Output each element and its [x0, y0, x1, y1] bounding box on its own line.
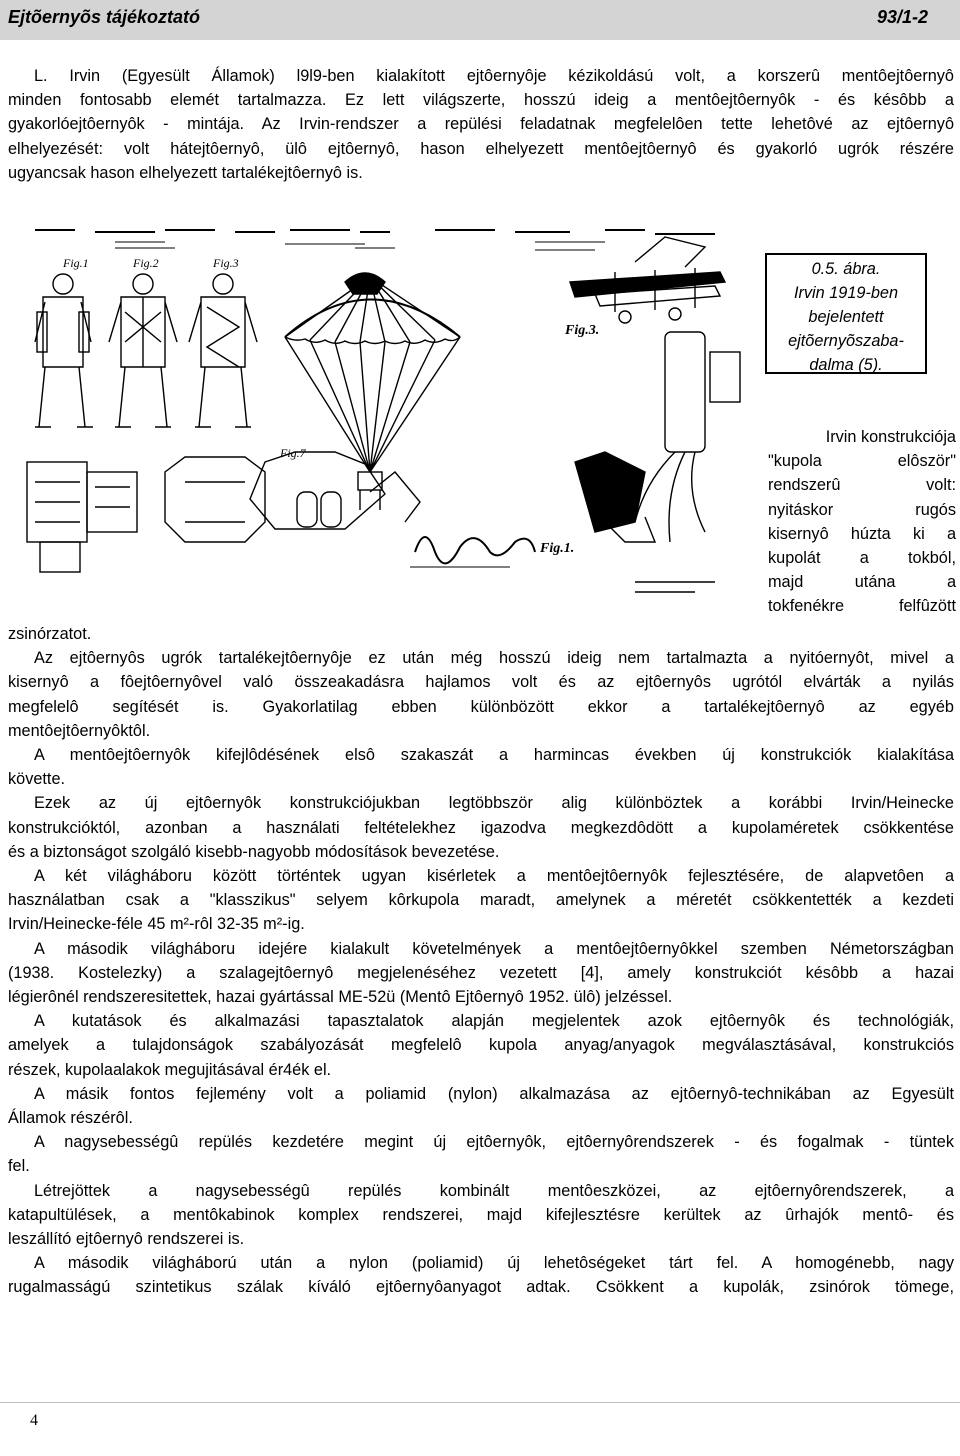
intro-paragraph [8, 64, 954, 185]
issue-number: 93/1-2 [876, 7, 928, 27]
figure-label: Fig.3 [213, 256, 239, 270]
figure-label: Fig.7 [280, 446, 306, 460]
text-line: kisernyô húzta ki a [768, 524, 956, 543]
text-line: "kupola elôször" [768, 452, 956, 471]
text-line: Az ejtôernyôs ugrók tartalékejtôernyôje ez után még hosszú ideig nem tartalmazta a nyitóernyôt, mivel a [34, 649, 954, 668]
caption-line: bejelentett [808, 308, 884, 326]
text-line: rendszerû volt: [768, 476, 956, 495]
text-line: légierônél rendszeresitettek, hazai gyártással ME-52ü (Mentô Ejtôernyô 1952. ülô) jelzéssel. [8, 988, 673, 1007]
text-line: gyakorlóejtôernyôk - mintája. Az Irvin-rendszer a repülési feladatnak megfelelôen tette lehetôvé az ejtôernyô [8, 115, 954, 134]
text-line: tokfenékre felfûzött [768, 597, 956, 616]
pack-pattern [27, 457, 265, 572]
text-line: ugyancsak hason elhelyezett tartalékejtôernyô is. [8, 163, 363, 182]
text-line: Létrejöttek a nagysebességû repülés kombinált mentôeszközei, az ejtôernyôrendszerek, a [34, 1181, 954, 1200]
figure-label: Fig.3. [565, 323, 600, 338]
text-line: kisernyô a fôejtôernyôvel való összeakadásra hajlamos volt és az ejtôernyôs ugrótól elvárták a nyilás [8, 673, 954, 692]
text-line: A kutatások és alkalmazási tapasztalatok alapján megjelentek azok ejtôernyôk és technológiák, [34, 1012, 954, 1031]
text-line: A másik fontos fejlemény volt a poliamid (nylon) alkalmazása az ejtôernyô-technikában az Egyesült [34, 1084, 954, 1103]
text-line: majd utána a [768, 573, 956, 592]
page-number: 4 [30, 1412, 38, 1429]
text-line: kupolát a tokból, [768, 549, 956, 568]
text-line: mentôejtôernyôktôl. [8, 721, 151, 740]
inventor-signature [415, 537, 535, 563]
patent-drawing-figure [15, 222, 755, 617]
text-line: követte. [8, 770, 66, 789]
running-header [0, 0, 960, 40]
text-line: leszállító ejtôernyô rendszerei is. [8, 1230, 245, 1249]
figure-label: Fig.1 [63, 256, 89, 270]
text-line: A mentôejtôernyôk kifejlôdésének elsô szakaszát a harmincas években új konstrukciók kialakítása [34, 746, 954, 765]
text-line: részek, kupolaalakok megujitásával ér4ék el. [8, 1060, 332, 1079]
text-line: és a biztonságot szolgáló kisebb-nagyobb módosítások bevezetése. [8, 842, 500, 861]
text-line: nyitáskor rugós [768, 500, 956, 519]
text-line: fel. [8, 1157, 30, 1176]
caption-line: 0.5. ábra. [811, 260, 881, 278]
body-text [8, 622, 954, 1300]
text-line: A második világháború után a nylon (poliamid) új lehetôségeket tárt fel. A homogénebb, nagy [34, 1254, 954, 1273]
text-line: rugalmasságú szintetikus szálak kíváló ejtôernyôanyagot adtak. Csökkent a kupolák, zsinórok tömege, [8, 1278, 954, 1297]
figure-caption [765, 253, 927, 374]
text-line: Irvin konstrukciója [825, 428, 956, 446]
backpack-drawing [575, 332, 740, 542]
text-line: A nagysebességû repülés kezdetére megint új ejtôernyôk, ejtôernyôrendszerek - és fogalmak - tüntek [34, 1133, 954, 1152]
figure-label: Fig.1. [540, 541, 575, 556]
text-line: A két világháboru között történtek ugyan kisérletek a mentôejtôernyôk fejlesztésére, de alapvetôen a [34, 867, 954, 886]
text-line: amelyek a tulajdonságok szabályozását megfelelô kupola anyag/anyagok megválasztásával, konstrukciós [8, 1036, 954, 1055]
text-line: A második világháboru idejére kialakult követelmények a mentôejtôernyôkkel szemben Németországban [34, 939, 954, 958]
text-line: katapultülések, a mentôkabinok komplex rendszerei, majd kifejlesztésre kerültek az ûrhajók mentô- és [8, 1205, 954, 1224]
text-line: elhelyezését: volt hátejtôernyô, ülô ejtôernyô, hason elhelyezett mentôejtôernyô és gyakorló ugrók részére [8, 139, 954, 158]
footer-rule [0, 1402, 960, 1403]
text-line: használatban csak a "klasszikus" selyem kôrkupola maradt, amelynek a méretét csökkentették a kezdeti [8, 891, 954, 910]
text-line: Irvin/Heinecke-féle 45 m²-rôl 32-35 m²-ig. [8, 915, 305, 934]
harness-figure-2 [109, 274, 177, 427]
document-title: Ejtõernyõs tájékoztató [8, 7, 201, 27]
text-line: Államok részérôl. [8, 1109, 133, 1128]
figure-label: Fig.2 [133, 256, 159, 270]
caption-line: dalma (5). [809, 356, 883, 374]
text-line: minden fontosabb elemét tartalmazza. Ez lett világszerte, hosszú ideig a mentôejtôernyôk - és késôbb a [8, 91, 954, 110]
harness-figure-1 [35, 274, 93, 427]
text-line: zsinórzatot. [8, 625, 92, 643]
text-line: Ezek az új ejtôernyôk konstrukciójukban legtöbbször alig különböztek a korábbi Irvin/Heinecke [34, 794, 954, 813]
text-line: L. Irvin (Egyesült Államok) l9l9-ben kialakított ejtôernyôje kézikoldású volt, a korszerû mentôejtôernyô [34, 67, 954, 85]
caption-line: Irvin 1919-ben [793, 284, 899, 302]
side-paragraph [768, 425, 956, 619]
text-line: konstrukcióktól, azonban a használati feltételekhez igazodva megkezdôdött a kupolaméretek csökkentése [8, 818, 954, 837]
text-line: (1938. Kostelezky) a szalagejtôernyô megjelenéséhez vezetett [4], amely konstrukciót késôbb a hazai [8, 963, 954, 982]
seat-pack-drawing [250, 452, 420, 529]
text-line: megfelelô segítését is. Gyakorlatilag ebben különbözött ekkor a tartalékejtôernyô az egyéb [8, 697, 954, 716]
harness-figure-3 [189, 274, 257, 427]
caption-line: ejtõernyõszaba- [788, 332, 904, 350]
